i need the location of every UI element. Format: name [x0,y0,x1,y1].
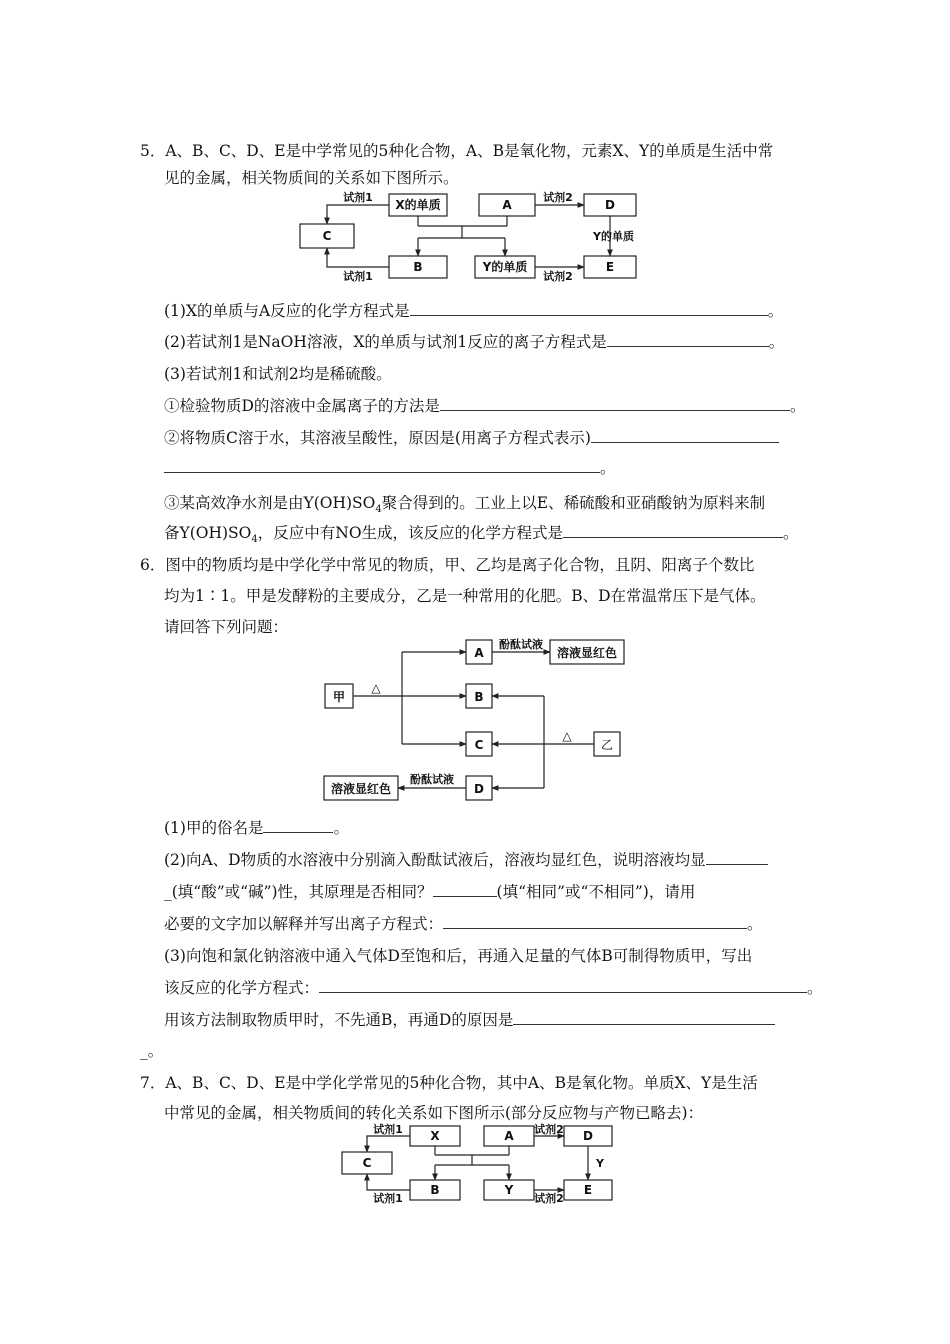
q6-p3-blank1[interactable] [319,977,807,993]
q6-stem-line2: 均为1∶1。甲是发酵粉的主要成分，乙是一种常用的化肥。B、D在常温常压下是气体。 [164,587,766,605]
q5-diagram [296,190,641,286]
q6-p2-line1 [164,849,768,871]
q6-p3-line3 [164,1009,775,1031]
q7-label-y: Y [504,1183,514,1197]
q6-p1-blank[interactable] [263,817,333,833]
q5-label-d: D [605,198,615,212]
q5-p3c-end: 。 [783,524,799,542]
q6-p2a-text: (2)向A、D物质的水溶液中分别滴入酚酞试液后，溶液均显红色，说明溶液均显 [164,851,706,869]
q6-stem-line1: 6．图中的物质均是中学化学中常见的物质，甲、乙均是离子化合物，且阴、阳离子个数比 [140,556,755,574]
q5-p3a-blank[interactable] [440,395,790,411]
q6-p3b-text: 该反应的化学方程式： [164,979,320,997]
q6-p2-line3 [164,913,763,935]
q7-label-e: E [583,1183,593,1197]
q6-p3c-text: 用该方法制取物质甲时，不先通B，再通D的原因是 [164,1011,514,1029]
q6-label-jia: 甲 [332,690,346,704]
q6-p3-line1: (3)向饱和氯化钠溶液中通入气体D至饱和后，再通入足量的气体B可制得物质甲，写出 [164,947,753,965]
q5-p1 [164,300,783,322]
q5-p3b-blank2[interactable] [164,457,600,473]
q6-heat-left: △ [371,681,381,695]
q5-p3c2-a: 备Y(OH)SO [164,524,252,542]
q5-p3c-line2 [164,522,799,551]
q5-p3b-cont [164,457,616,479]
q7-label-d: D [583,1129,593,1143]
q5-p1-end: 。 [767,302,784,320]
q6-p2-blank1[interactable] [706,849,768,865]
q6-label-yi: 乙 [600,738,614,752]
q5-p3c-line1 [164,492,765,521]
q6-p1-end: 。 [333,819,349,837]
q6-label-red-top: 溶液显红色 [556,646,618,660]
q5-y-label: Y的单质 [593,230,634,243]
q7-diagram [338,1122,618,1204]
q5-p3c1-a: ③某高效净水剂是由Y(OH)SO [164,494,376,512]
q5-stem-line2: 见的金属，相关物质间的关系如下图所示。 [164,169,459,187]
q5-label-a: A [502,198,512,212]
q5-label-y-single: Y的单质 [482,260,528,274]
q7-stem-line2: 中常见的金属，相关物质间的转化关系如下图所示(部分反应物与产物已略去)： [164,1104,704,1122]
q6-p2b-pre: _(填“酸”或“碱”)性，其原理是否相同？ [164,883,433,901]
q7-label-x: X [430,1129,440,1143]
q7-reagent2-bottom: 试剂2 [534,1192,564,1204]
q5-p3c1-b: 聚合得到的。工业上以E、稀硫酸和亚硝酸钠为原料来制 [381,494,766,512]
q5-label-c: C [322,229,332,243]
q5-p1-blank[interactable] [410,300,768,316]
q5-p3c2-b: ，反应中有NO生成，该反应的化学方程式是 [257,524,564,542]
q6-p1-text: (1)甲的俗名是 [164,819,264,837]
q5-p3b [164,427,779,449]
q5-p3b-blank1[interactable] [591,427,779,443]
q7-label-c: C [362,1156,372,1170]
q5-p3c2-sub: 4 [251,534,258,546]
q6-label-b: B [474,690,484,704]
q6-p1 [164,817,349,839]
q5-reagent2-bottom: 试剂2 [543,270,573,283]
q5-p1-text: (1)X的单质与A反应的化学方程式是 [164,302,410,320]
q5-reagent1-top: 试剂1 [343,191,373,204]
q5-reagent2-top: 试剂2 [543,191,573,204]
q5-p3b-end: 。 [600,459,616,477]
q5-p2-blank[interactable] [607,331,769,347]
q7-reagent1-bottom: 试剂1 [373,1192,403,1204]
q5-p3a [164,395,805,417]
q6-p3-line4: _。 [140,1042,164,1060]
q6-label-d: D [474,782,484,796]
q7-label-a: A [504,1129,514,1143]
q6-heat-right: △ [562,729,572,743]
q5-p2-text: (2)若试剂1是NaOH溶液，X的单质与试剂1反应的离子方程式是 [164,333,607,351]
q5-p3: (3)若试剂1和试剂2均是稀硫酸。 [164,365,392,383]
q7-reagent2-top: 试剂2 [534,1123,564,1136]
q5-label-x-single: X的单质 [395,198,441,212]
q5-p3c1-sub: 4 [375,504,382,516]
q6-p3b-end: 。 [807,979,823,997]
q5-label-b: B [413,260,423,274]
q5-p3a-text: ①检验物质D的溶液中金属离子的方法是 [164,397,440,415]
q6-label-red-bottom: 溶液显红色 [330,782,392,796]
q5-p3b-text: ②将物质C溶于水，其溶液呈酸性，原因是(用离子方程式表示) [164,429,591,447]
q6-stem-line3: 请回答下列问题： [164,618,289,636]
q5-p3a-end: 。 [789,397,806,415]
q6-p2b-post: (填“相同”或“不相同”)，请用 [496,883,696,901]
q6-label-a: A [474,646,484,660]
q6-phenol-top: 酚酞试液 [499,638,543,651]
q7-stem-line1: 7．A、B、C、D、E是中学化学常见的5种化合物，其中A、B是氧化物。单质X、Y是生活 [140,1074,758,1092]
q6-phenol-bottom: 酚酞试液 [410,773,454,786]
q6-label-c: C [474,738,484,752]
q6-p2c-end: 。 [747,915,763,933]
q7-reagent1-top: 试剂1 [373,1123,403,1136]
q6-p2-line2 [164,881,695,903]
q6-p2-blank2[interactable] [433,881,497,897]
q7-y-label: Y [596,1157,604,1170]
q7-label-b: B [430,1183,440,1197]
q6-p3-blank2[interactable] [513,1009,775,1025]
q5-label-e: E [605,260,615,274]
q5-reagent1-bottom: 试剂1 [343,270,373,283]
q6-p3-line2 [164,977,823,999]
q5-p2-end: 。 [768,333,785,351]
q6-diagram [320,636,632,804]
q6-p2-blank3[interactable] [443,913,747,929]
q6-p2c-text: 必要的文字加以解释并写出离子方程式： [164,915,444,933]
q5-p2 [164,331,784,353]
q5-p3c-blank[interactable] [563,522,783,538]
q5-stem-line1: 5．A、B、C、D、E是中学常见的5种化合物，A、B是氧化物，元素X、Y的单质是生活中常 [140,142,774,160]
